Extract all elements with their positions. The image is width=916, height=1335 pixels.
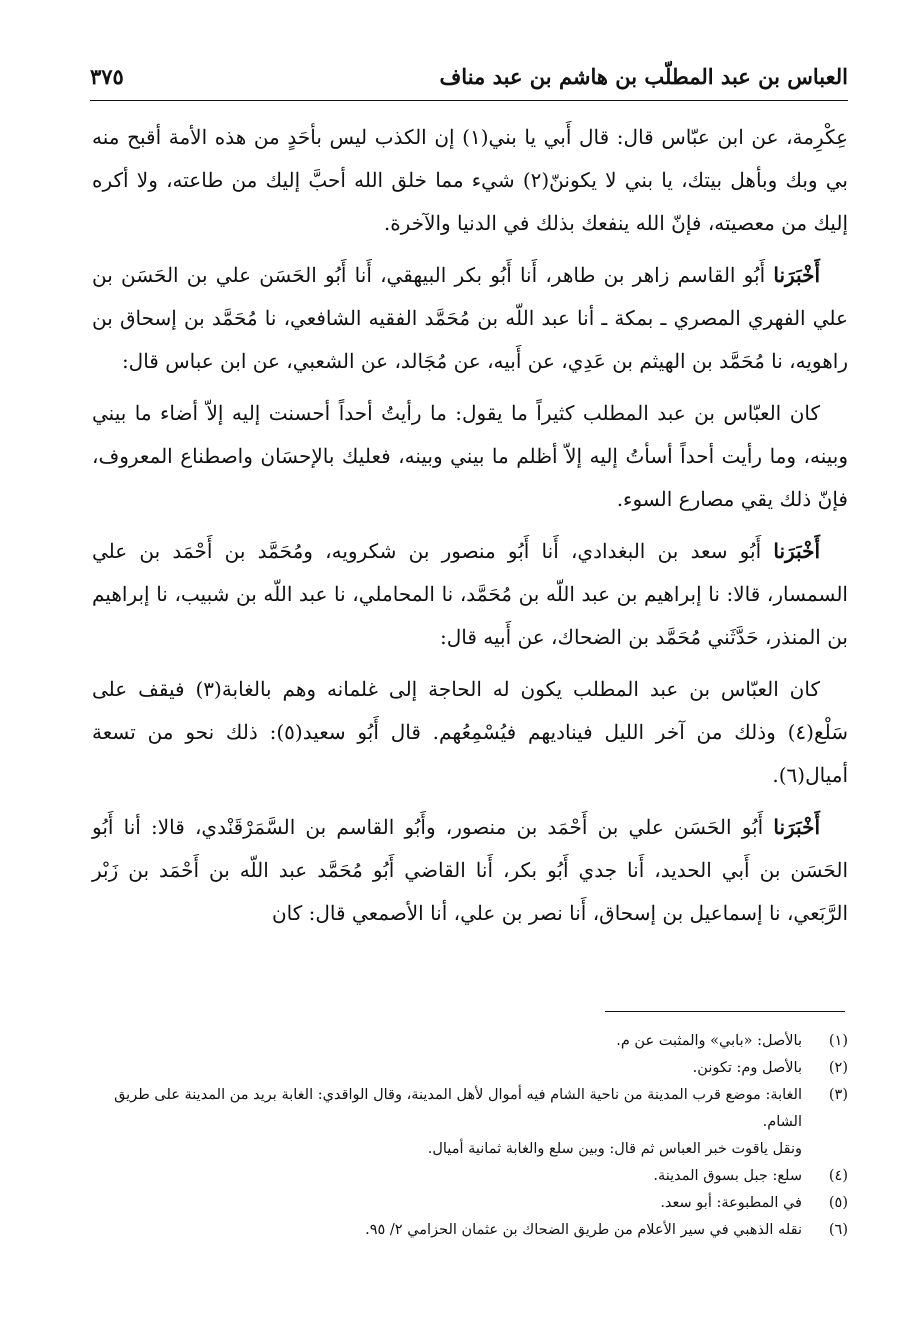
paragraph-text: أَبُو الحَسَن علي بن أَحْمَد بن منصور، وأَبُو القاسم بن السَّمَرْقَنْدي، قالا: أنا أَبُو الحَسَن بن أَبي الحديد، أَنا جدي أَبُو بكر، أَنا القاضي أَبُو مُحَمَّد عبد اللّه بن أَحْمَد بن زَبْر الرَّبَعي، نا إسماعيل بن إسحاق، أَنا نصر بن علي، أنا الأصمعي قال: كان: [92, 815, 848, 925]
main-text: [92, 116, 848, 944]
paragraph-5: [92, 668, 848, 797]
footnote-text: بالأصل وم: تكونن.: [692, 1060, 802, 1076]
footnote-text: في المطبوعة: أبو سعد.: [660, 1195, 802, 1211]
footnote-1: [92, 1028, 848, 1055]
footnote-4: [92, 1163, 848, 1190]
footnote-number: (٥): [828, 1195, 848, 1211]
footnote-number: (٦): [828, 1222, 848, 1238]
footnote-number: (٤): [828, 1168, 848, 1184]
footnote-3: [92, 1082, 848, 1136]
paragraph-lead: أَخْبَرَنا: [773, 815, 820, 839]
paragraph-1: [92, 116, 848, 245]
footnote-divider: [605, 1011, 845, 1012]
paragraph-4: [92, 530, 848, 659]
running-title: العباس بن عبد المطلّب بن هاشم بن عبد مناف: [439, 63, 848, 89]
footnote-number: (٢): [828, 1060, 848, 1076]
page-number: ٣٧٥: [90, 63, 124, 89]
paragraph-lead: أَخْبَرَنا: [773, 539, 820, 563]
running-header: [90, 56, 848, 96]
paragraph-lead: أَخْبَرَنا: [773, 263, 820, 287]
paragraph-6: [92, 806, 848, 935]
paragraph-text: كان العبّاس بن عبد المطلب كثيراً ما يقول: ما رأيتُ أحداً أحسنت إليه إلاّ أضاء ما بيني وبينه، وما رأيت أحداً أسأتُ إليه إلاّ أظلم ما بيني وبينه، فعليك بالإحسَان واصطناع المعروف، فإنّ ذلك يقي مصارع السوء.: [92, 401, 848, 511]
paragraph-3: [92, 392, 848, 521]
footnote-text: نقله الذهبي في سير الأعلام من طريق الضحاك بن عثمان الحزامي ٢/ ٩٥.: [365, 1222, 802, 1238]
footnote-number: (٣): [828, 1087, 848, 1103]
header-divider: [90, 100, 848, 101]
paragraph-2: [92, 254, 848, 383]
footnotes: [92, 1028, 848, 1244]
footnote-5: [92, 1190, 848, 1217]
paragraph-text: كان العبّاس بن عبد المطلب يكون له الحاجة إلى غلمانه وهم بالغابة(٣) فيقف على سَلْع(٤) وذلك من آخر الليل فيناديهم فيُسْمِعُهم. قال أَبُو سعيد(٥): ذلك نحو من تسعة أميال(٦).: [92, 677, 848, 787]
footnote-text: بالأصل: «بابي» والمثبت عن م.: [616, 1033, 802, 1049]
footnote-text: سلع: جبل بسوق المدينة.: [653, 1168, 802, 1184]
footnote-text: الغابة: موضع قرب المدينة من ناحية الشام فيه أموال لأهل المدينة، وقال الواقدي: الغابة بريد من المدينة على طريق الشام.: [114, 1087, 802, 1130]
paragraph-text: عِكْرِمة، عن ابن عبّاس قال: قال أَبي يا بني(١) إن الكذب ليس بأحَدٍ من هذه الأمة أقبح منه بي وبك وبأهل بيتك، يا بني لا يكوننّ(٢) شيء مما خلق الله أحبَّ إليك من طاعته، ولا أكره إليك من معصيته، فإنّ الله ينفعك بذلك في الدنيا والآخرة.: [92, 125, 848, 235]
footnote-number: (١): [828, 1033, 848, 1049]
paragraph-text: أَبُو القاسم زاهر بن طاهر، أَنا أَبُو بكر البيهقي، أَنا أَبُو الحَسَن علي بن الحَسَن بن علي الفهري المصري ـ بمكة ـ أنا عبد اللّه بن مُحَمَّد الفقيه الشافعي، نا مُحَمَّد بن إسحاق بن راهويه، نا مُحَمَّد بن الهيثم بن عَدِي، عن أَبيه، عن مُجَالد، عن الشعبي، عن ابن عباس قال:: [92, 263, 848, 373]
footnote-3-continuation: ونقل ياقوت خبر العباس ثم قال: وبين سلع والغابة ثمانية أميال.: [427, 1141, 802, 1157]
footnote-6: [92, 1217, 848, 1244]
footnote-2: [92, 1055, 848, 1082]
paragraph-text: أَبُو سعد بن البغدادي، أَنا أَبُو منصور بن شكرويه، ومُحَمَّد بن أَحْمَد بن علي السمسار، قالا: نا إبراهيم بن عبد اللّه بن مُحَمَّد، نا المحاملي، نا عبد اللّه بن شبيب، نا إبراهيم بن المنذر، حَدَّثَني مُحَمَّد بن الضحاك، عن أَبيه قال:: [92, 539, 848, 649]
